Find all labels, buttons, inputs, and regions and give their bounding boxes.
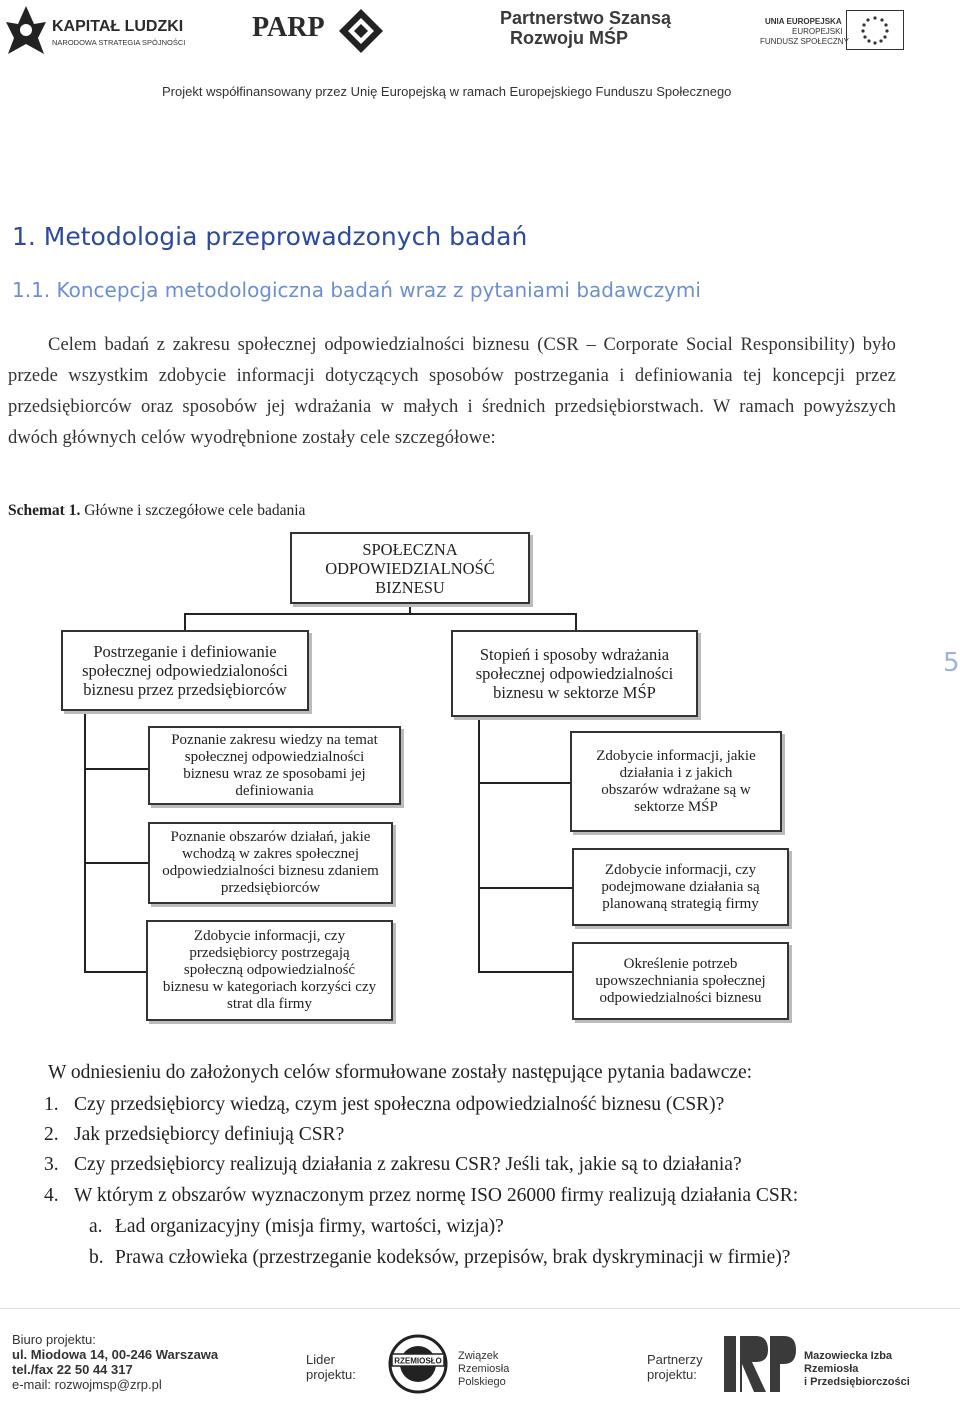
partner-name — [804, 1350, 910, 1389]
question-number: 1. — [44, 1094, 59, 1115]
connector-left-h2 — [84, 862, 149, 864]
caption-text: Główne i szczegółowe cele badania — [80, 502, 306, 519]
connector-right-h3 — [478, 971, 573, 973]
caption-label: Schemat 1. — [8, 502, 81, 519]
question-item — [44, 1124, 344, 1146]
diagram-right-main-box: Stopień i sposoby wdrażania społecznej odpowiedzialności biznesu w sektorze MŚP — [451, 630, 698, 717]
partner-logo-line2: Rozwoju MŚP — [510, 28, 628, 48]
partners-label-line2: projektu: — [647, 1367, 697, 1382]
kl-subtitle: NARODOWA STRATEGIA SPÓJNOŚCI — [52, 38, 186, 47]
kl-title: KAPITAŁ LUDZKI — [52, 18, 184, 35]
partners-label — [647, 1352, 703, 1382]
partners-label-line1: Partnerzy — [647, 1352, 703, 1367]
leader-label-line1: Lider — [306, 1352, 335, 1367]
connector-right-h1 — [478, 782, 571, 784]
question-item — [44, 1094, 724, 1116]
question-text: Jak przedsiębiorcy definiują CSR? — [74, 1124, 345, 1145]
diagram-right-child-box: Zdobycie informacji, jakie działania i z jakich obszarów wdrażane są w sektorze MŚP — [570, 731, 782, 832]
intro-paragraph — [8, 330, 896, 454]
parp-logo: PARP — [252, 12, 325, 43]
connector-right-h2 — [478, 887, 573, 889]
office-title: Biuro projektu: — [12, 1332, 96, 1347]
diagram-left-child-box: Poznanie obszarów działań, jakie wchodzą w zakres społecznej odpowiedzialności biznesu zdaniem przedsiębiorców — [148, 822, 393, 904]
connector-left-h1 — [84, 768, 149, 770]
leader-name-line1: Związek — [458, 1350, 499, 1362]
leader-label-line2: projektu: — [306, 1367, 356, 1382]
figure-caption — [8, 502, 305, 520]
leader-emblem-icon — [388, 1330, 448, 1396]
partner-name-line1: Mazowiecka Izba — [804, 1350, 893, 1362]
diagram-root-box: SPOŁECZNA ODPOWIEDZIALNOŚĆ BIZNESU — [290, 532, 530, 604]
eu-line3: FUNDUSZ SPOŁECZNY — [760, 37, 849, 46]
page-number: 5 — [943, 648, 960, 678]
partner-logo-line1: Partnerstwo Szansą — [500, 8, 672, 28]
kapital-ludzki-logo-icon — [4, 4, 48, 56]
subquestion-item — [89, 1247, 790, 1269]
partner-logo-icon — [722, 1332, 798, 1396]
subquestion-letter: a. — [89, 1216, 103, 1237]
office-phone: tel./fax 22 50 44 317 — [12, 1362, 133, 1377]
diagram-left-child-box: Zdobycie informacji, czy przedsiębiorcy postrzegają społeczną odpowiedzialność biznesu w kategoriach korzyści czy strat dla firmy — [146, 920, 393, 1021]
question-text: Czy przedsiębiorcy realizują działania z zakresu CSR? Jeśli tak, jakie są to działania? — [74, 1154, 742, 1175]
question-number: 4. — [44, 1185, 59, 1206]
footer-divider — [0, 1308, 960, 1309]
subquestion-text: Prawa człowieka (przestrzeganie kodeksów, przepisów, brak dyskryminacji w firmie)? — [115, 1247, 791, 1268]
question-item — [44, 1185, 798, 1207]
office-address: ul. Miodowa 14, 00-246 Warszawa — [12, 1347, 219, 1362]
subquestion-item — [89, 1216, 504, 1238]
leader-name-line3: Polskiego — [458, 1376, 506, 1388]
partner-name-line3: i Przedsiębiorczości — [804, 1376, 910, 1388]
section-heading: 1. Metodologia przeprowadzonych badań — [12, 222, 528, 251]
connector-left-vertical — [84, 711, 86, 972]
subsection-heading: 1.1. Koncepcja metodologiczna badań wraz z pytaniami badawczymi — [12, 278, 701, 302]
leader-emblem-text: RZEMIOSŁO — [394, 1356, 442, 1366]
diagram-left-child-box: Poznanie zakresu wiedzy na temat społecznej odpowiedzialności biznesu wraz ze sposobami jej definiowania — [148, 726, 401, 805]
leader-label — [306, 1352, 356, 1382]
question-text: W którym z obszarów wyznaczonym przez normę ISO 26000 firmy realizują działania CSR: — [74, 1185, 799, 1206]
eu-flag-icon — [846, 10, 904, 50]
question-number: 3. — [44, 1154, 59, 1175]
diagram-right-child-box: Określenie potrzeb upowszechniania społecznej odpowiedzialności biznesu — [572, 942, 789, 1020]
connector-left-h3 — [84, 971, 147, 973]
subquestion-letter: b. — [89, 1247, 104, 1268]
question-number: 2. — [44, 1124, 59, 1145]
eu-line2: EUROPEJSKI — [792, 27, 843, 36]
header — [0, 0, 960, 110]
office-email: e-mail: rozwojmsp@zrp.pl — [12, 1377, 162, 1392]
connector-right-vertical — [478, 717, 480, 972]
question-text: Czy przedsiębiorcy wiedzą, czym jest społeczna odpowiedzialność biznesu (CSR)? — [74, 1094, 725, 1115]
eu-line1: UNIA EUROPEJSKA — [765, 17, 842, 26]
parp-diamond-icon — [338, 8, 384, 54]
office-info — [12, 1332, 218, 1392]
intro-paragraph-text: Celem badań z zakresu społecznej odpowiedzialności biznesu (CSR – Corporate Social Responsibility) było przede wszystkim zdobycie informacji dotyczących sposobów postrzegania i definiowania tej koncepcji przez przedsiębiorców oraz sposobów jej wdrażania w małych i średnich przedsiębiorstwach. W ramach powyższych dwóch głównych celów wyodrębnione zostały cele szczegółowe: — [8, 335, 896, 448]
partner-name-line2: Rzemiosła — [804, 1363, 859, 1375]
leader-name-line2: Rzemiosła — [458, 1363, 510, 1375]
subquestion-text: Ład organizacyjny (misja firmy, wartości, wizja)? — [115, 1216, 504, 1237]
diagram-right-child-box: Zdobycie informacji, czy podejmowane działania są planowaną strategią firmy — [572, 848, 789, 926]
connector-horizontal — [184, 613, 576, 615]
connector-right-down — [575, 613, 577, 631]
diagram-left-main-box: Postrzeganie i definiowanie społecznej odpowiedzialoności biznesu przez przedsiębiorców — [61, 630, 309, 711]
question-item — [44, 1154, 742, 1176]
cofinancing-note: Projekt współfinansowany przez Unię Europejską w ramach Europejskiego Funduszu Społecznego — [162, 84, 732, 99]
connector-left-down — [184, 613, 186, 631]
questions-intro: W odniesieniu do założonych celów sformułowane zostały następujące pytania badawcze: — [48, 1062, 753, 1083]
leader-name — [458, 1350, 509, 1389]
